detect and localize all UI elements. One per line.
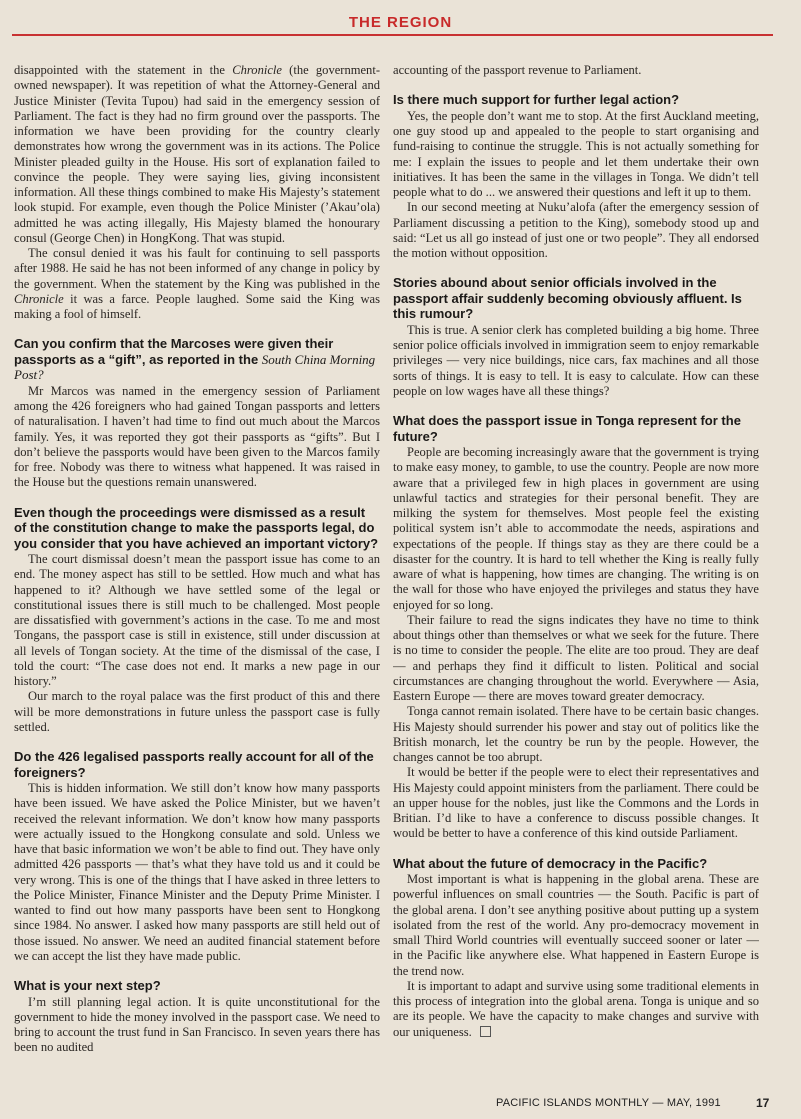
question-heading: What does the passport issue in Tonga represent for the future? <box>393 413 741 444</box>
end-of-article-icon <box>480 1026 491 1037</box>
paragraph: disappointed with the statement in the Chronicle (the government-owned newspaper). It was repetition of what the Attorney-General and Justice Minister (Tevita Tupou) had said in the emergency session of Parliament. The fact is they had no firm ground over the passports. The information we have been providing for the country clearly demonstrates how wrong the government was in its actions. The Police Minister pleaded guilty in the House. His sort of explanation failed to convince the people. They were saying lies, giving inconsistent information. All these things combined to make His Majesty’s statement look stupid. For example, even though the Police Minister (’Akau’ola) admitted he was acting illegally, His Majesty blamed the honourary consul (George Chen) in HongKong. That was stupid. <box>14 63 380 245</box>
paragraph: Yes, the people don’t want me to stop. At the first Auckland meeting, one guy stood up and appealed to the people to start organising and fund-raising to continue the struggle. This is not actually something for me: I explain the issues to people and let them undertake their own initiatives. It has been the same in the villages in Tonga. We didn’t tell people what to do ... we answered their questions and left it up to them. <box>393 108 759 199</box>
section-header <box>0 0 801 44</box>
paragraph: This is true. A senior clerk has completed building a big home. Three senior police officials involved in immigration seem to enjoy remarkable privileges — very nice buildings, nice cars, fax machines and all those sorts of things. It is easy to tell. It is easy to calculate. How can these people on low wages have all these things? <box>393 322 759 398</box>
paragraph: The court dismissal doesn’t mean the passport issue has come to an end. The money aspect has still to be settled. How much and what has happened to it? Although we have settled some of the legal or constitutional issues there is still much to be challenged. Most people are dissatisfied with government’s actions in the case. To me and most Tongans, the passport case is still in existence, still under discussion at all levels of Tongan society. At the time of the dismissal of the case, I told the court: “The case does not end. It marks a new page in our history.” <box>14 552 380 688</box>
question-heading: Is there much support for further legal action? <box>393 92 680 108</box>
page-number: 17 <box>756 1096 770 1110</box>
question-heading: What about the future of democracy in the Pacific? <box>393 855 708 871</box>
question-heading: Stories abound about senior officials involved in the passport affair suddenly becoming obviously affluent. Is this rumour? <box>393 275 742 322</box>
publication-line: PACIFIC ISLANDS MONTHLY — MAY, 1991 <box>496 1097 721 1109</box>
question-heading: What is your next step? <box>14 978 161 993</box>
paragraph: This is hidden information. We still don’t know how many passports have been issued. We have asked the Police Minister, but we haven’t received the relevant information. We don’t know how many passports were actually issued to the Hongkong consulate and sold. Unless we have that basic information we won’t be able to find out. They have only admitted 426 passports — that’s what they have told us and it could be very wrong. This is one of the things that I have asked in three letters to the Police Minister, Finance Minister and the Deputy Prime Minister. I wanted to find out how many passports have been sent to Hongkong since 1984. No answer. I asked how many passports are still held out of those issued. No answer. We need an audited financial statement before we can accept the list they have made public. <box>14 781 380 963</box>
paragraph: In our second meeting at Nuku’alofa (after the emergency session of Parliament discussing a petition to the King), somebody stood up and said: “Let us all go instead of just one or two people”. They all endorsed the motion without opposition. <box>393 200 759 260</box>
paragraph: Tonga cannot remain isolated. There have to be certain basic changes. His Majesty should surrender his power and stay out of politics like the British monarch, let the country be run by the people. However, the changes cannot be too abrupt. <box>393 704 759 764</box>
paragraph: Mr Marcos was named in the emergency session of Parliament among the 426 foreigners who had gained Tongan passports and letters of naturalisation. I haven’t had time to find out much about the Marcos family. Yes, it was reported they got their passports as “gifts”. But I don’t believe the passports would have been given to the Marcos family for free. Nobody was there to witness what happened. It was raised in the House but the questions remain unanswered. <box>14 383 380 490</box>
paragraph: People are becoming increasingly aware that the government is trying to make easy money, to gamble, to use the country. People are now more aware that a privileged few in high places in government are using unlawful tactics and strategies for their personal benefit. They are milking the system for themselves. Most people feel the existing political system isn’t able to accommodate the needs, aspirations and expectations of the people. If things stay as they are there could be a disaster for the country. It is hard to tell whether the King is really fully aware of what is happening, how times are changing. The writing is on the wall for those who have enjoyed the privileges and status they have enjoyed for so long. <box>393 445 759 612</box>
paragraph: Our march to the royal palace was the first product of this and there will be more demonstrations in future unless the passport case is fully settled. <box>14 689 380 734</box>
paragraph: I’m still planning legal action. It is quite unconstitutional for the government to hide the money involved in the passport case. We need to bring to account the trust fund in San Francisco. In seven years there has been no audited <box>14 994 380 1055</box>
paragraph: accounting of the passport revenue to Parliament. <box>393 63 642 77</box>
paragraph: It is important to adapt and survive using some traditional elements in this process of integration into the global arena. Tonga is unique and so are its people. We have the capacity to make changes and survive with our uniqueness. <box>393 978 759 1039</box>
paragraph: Their failure to read the signs indicates they have no time to think about things other than themselves or what we seek for the future. There is no time to consider the people. The elite are too proud. They are deaf — and perhaps they find it difficult to listen. Political and social circumstances are changing throughout the world. Everywhere — Asia, Eastern Europe — there are moves toward greater democracy. <box>393 612 759 703</box>
question-heading: Can you confirm that the Marcoses were given their passports as a “gift”, as reported in the South China Morning Post? <box>14 336 376 383</box>
left-column <box>14 63 380 1063</box>
paragraph: It would be better if the people were to elect their representatives and His Majesty could appoint ministers from the parliament. There could be an upper house for the nobles, just like the Commons and the Lords in Britian. I’d like to have a conference to discuss possible changes. It would be better to have a conference of this kind outside Parliament. <box>393 765 759 841</box>
page-footer <box>0 1095 801 1115</box>
section-title: THE REGION <box>348 14 453 31</box>
right-column <box>393 63 759 1063</box>
header-divider <box>12 34 773 36</box>
paragraph: The consul denied it was his fault for continuing to sell passports after 1988. He said he has not been informed of any change in policy by the government. When the statement by the King was published in the Chronicle it was a farce. People laughed. Some said the King was making a fool of himself. <box>14 246 380 321</box>
question-heading: Do the 426 legalised passports really account for all of the foreigners? <box>14 749 374 780</box>
paragraph: Most important is what is happening in the global arena. These are powerful influences on small countries — the South. Pacific is part of the global arena. I don’t see anything positive about putting up a system isolated from the rest of the world. Any pro-democracy movement in small Third World countries will eventually succeed sooner or later — in the Pacific like anywhere else. What happened in Eastern Europe is the trend now. <box>393 872 759 978</box>
question-heading: Even though the proceedings were dismissed as a result of the constitution change to make the passports legal, do you consider that you have achieved an important victory? <box>14 504 379 551</box>
